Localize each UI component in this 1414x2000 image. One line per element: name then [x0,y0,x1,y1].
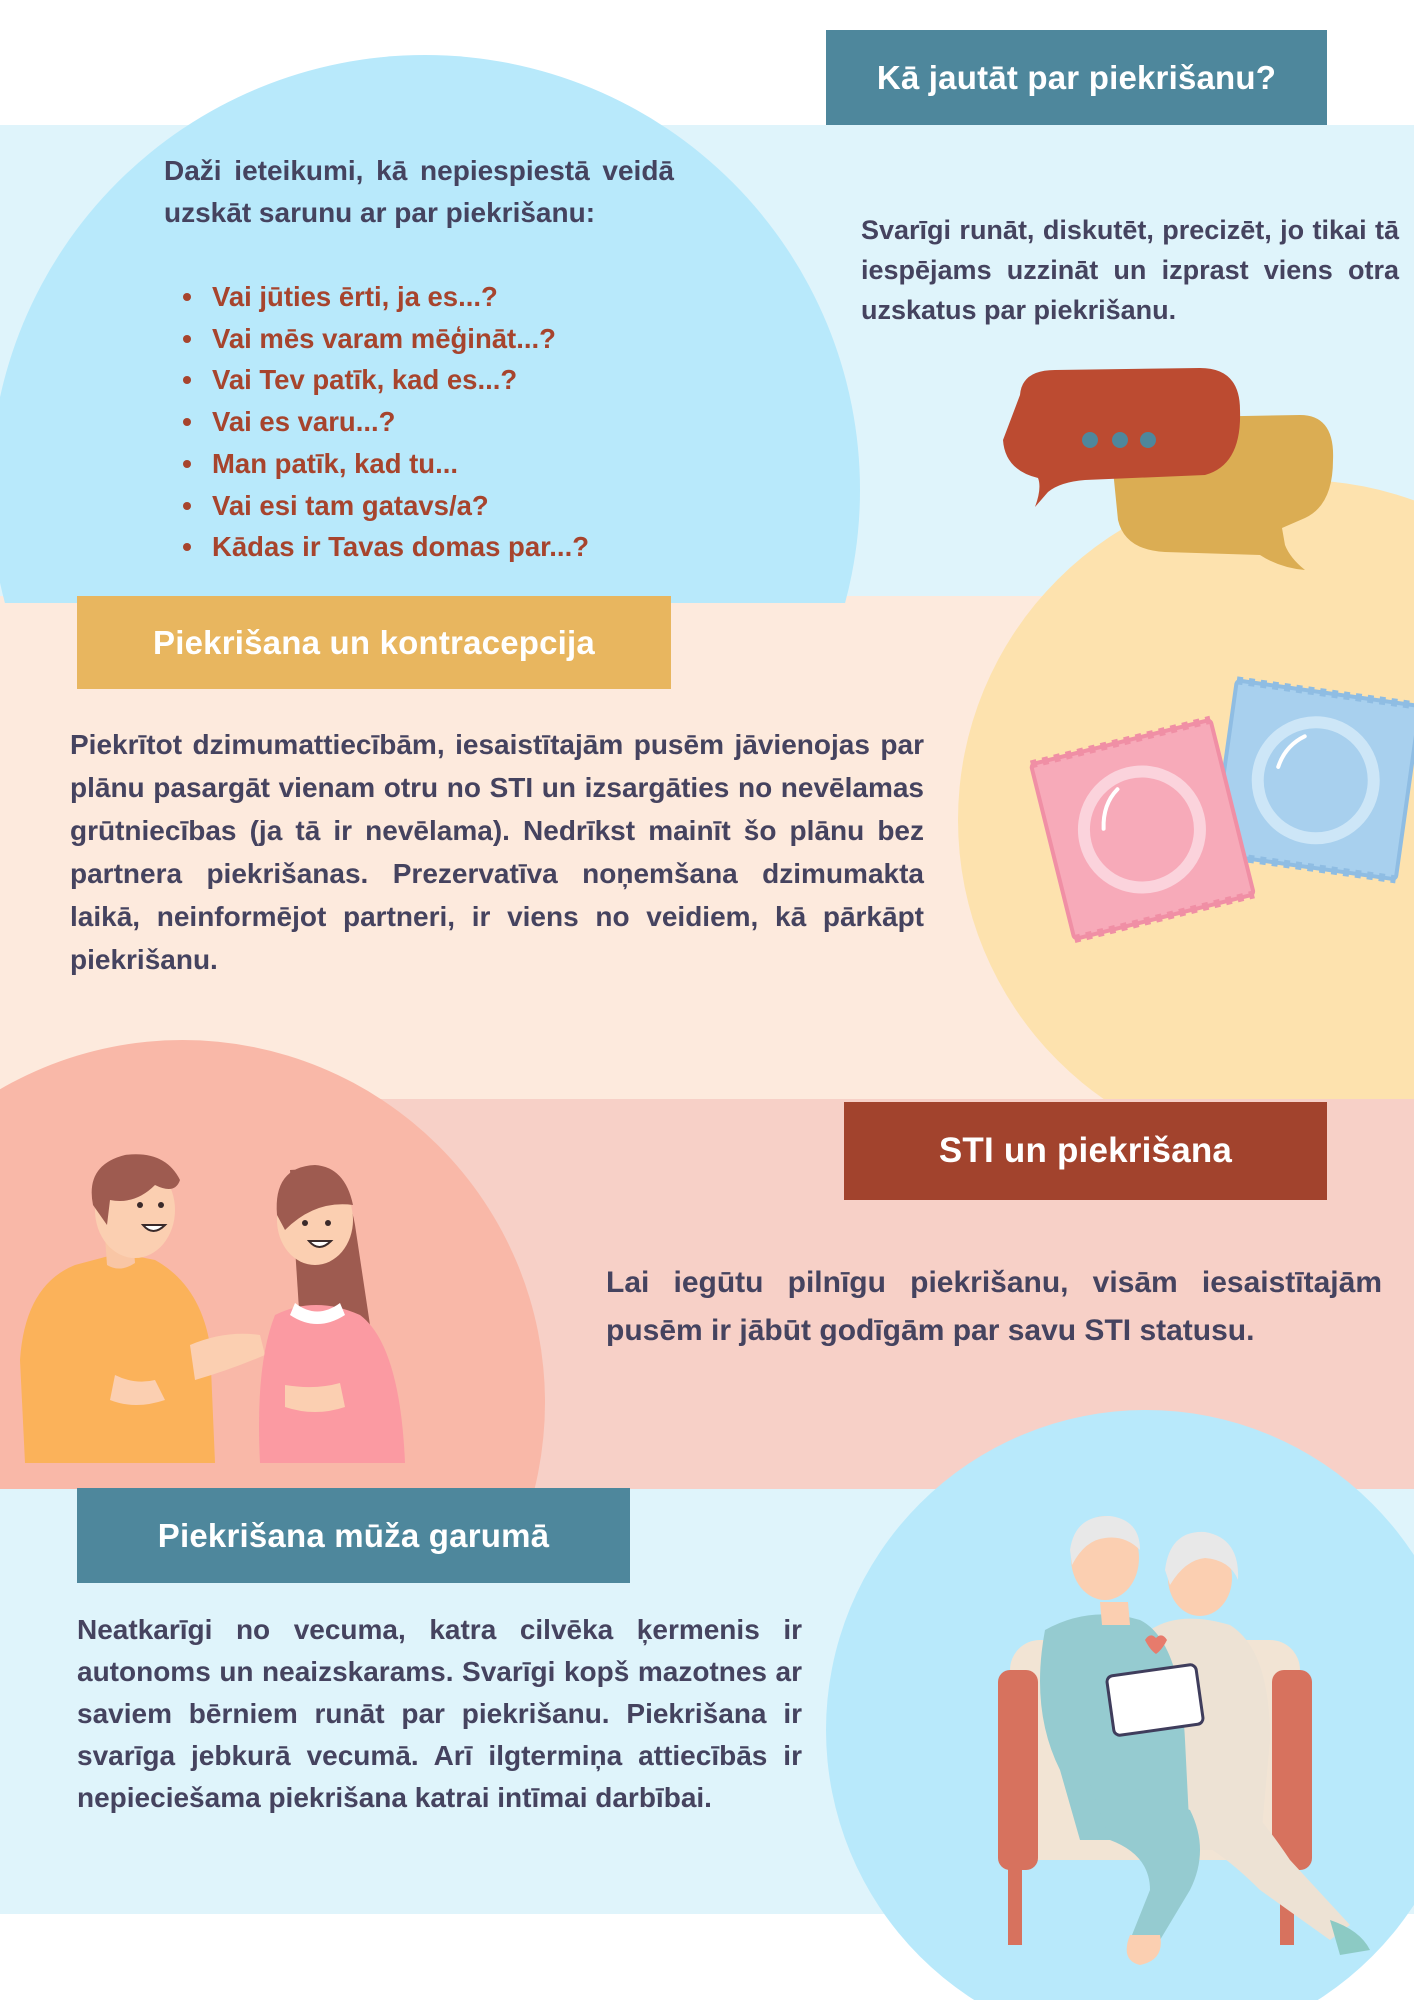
heading-consent-how-text: Kā jautāt par piekrišanu? [876,58,1277,96]
contraception-text: Piekrītot dzimumattiecībām, iesaistītajām pusēm jāvienojas par plānu pasargāt vienam otru no STI un izsargāties no nevēlamas grūtniecības (ja tā ir nevēlama). Nedrīkst mainīt šo plānu bez partnera piekrišanas. Prezervatīva noņemšana dzimumakta laikā, neinformējot partneri, ir viens no veidiem, kā pārkāpt piekrišanu. [70,729,924,975]
consent-how-side-text: Svarīgi runāt, diskutēt, precizēt, jo tikai tā iespējams uzzināt un izprast viens otra uzskatus par piekrišanu. [861,215,1399,325]
sti-text: Lai iegūtu pilnīgu piekrišanu, visām iesaistītajām pusēm ir jābūt godīgām par savu STI statusu. [606,1266,1382,1347]
list-item: Vai es varu...? [164,401,724,443]
list-item: Kādas ir Tavas domas par...? [164,526,724,568]
heading-sti [844,1102,1327,1200]
speech-bubbles-icon [1000,370,1340,610]
consent-questions-list [164,276,724,568]
elderly-couple-icon [990,1510,1380,1970]
heading-lifelong-text: Piekrišana mūža garumā [157,1516,550,1554]
heading-lifelong [77,1488,630,1583]
list-item: Vai esi tam gatavs/a? [164,485,724,527]
list-item: Vai mēs varam mēģināt...? [164,318,724,360]
heading-contraception [77,596,671,689]
heading-sti-text: STI un piekrišana [938,1131,1233,1170]
consent-how-intro: Daži ieteikumi, kā nepiespiestā veidā uzskāt sarunu ar par piekrišanu: [164,155,674,228]
two-people-talking-icon [15,1145,455,1470]
condom-packets-icon [1020,670,1414,950]
list-item: Vai Tev patīk, kad es...? [164,359,724,401]
heading-consent-how [826,30,1327,125]
list-item: Man patīk, kad tu... [164,443,724,485]
lifelong-text: Neatkarīgi no vecuma, katra cilvēka ķermenis ir autonoms un neaizskarams. Svarīgi kopš mazotnes ar saviem bērniem runāt par piekrišanu. Piekrišana ir svarīga jebkurā vecumā. Arī ilgtermiņa attiecībās ir nepieciešama piekrišana katrai intīmai darbībai. [77,1614,802,1813]
heading-contraception-text: Piekrišana un kontracepcija [153,623,595,661]
list-item: Vai jūties ērti, ja es...? [164,276,724,318]
